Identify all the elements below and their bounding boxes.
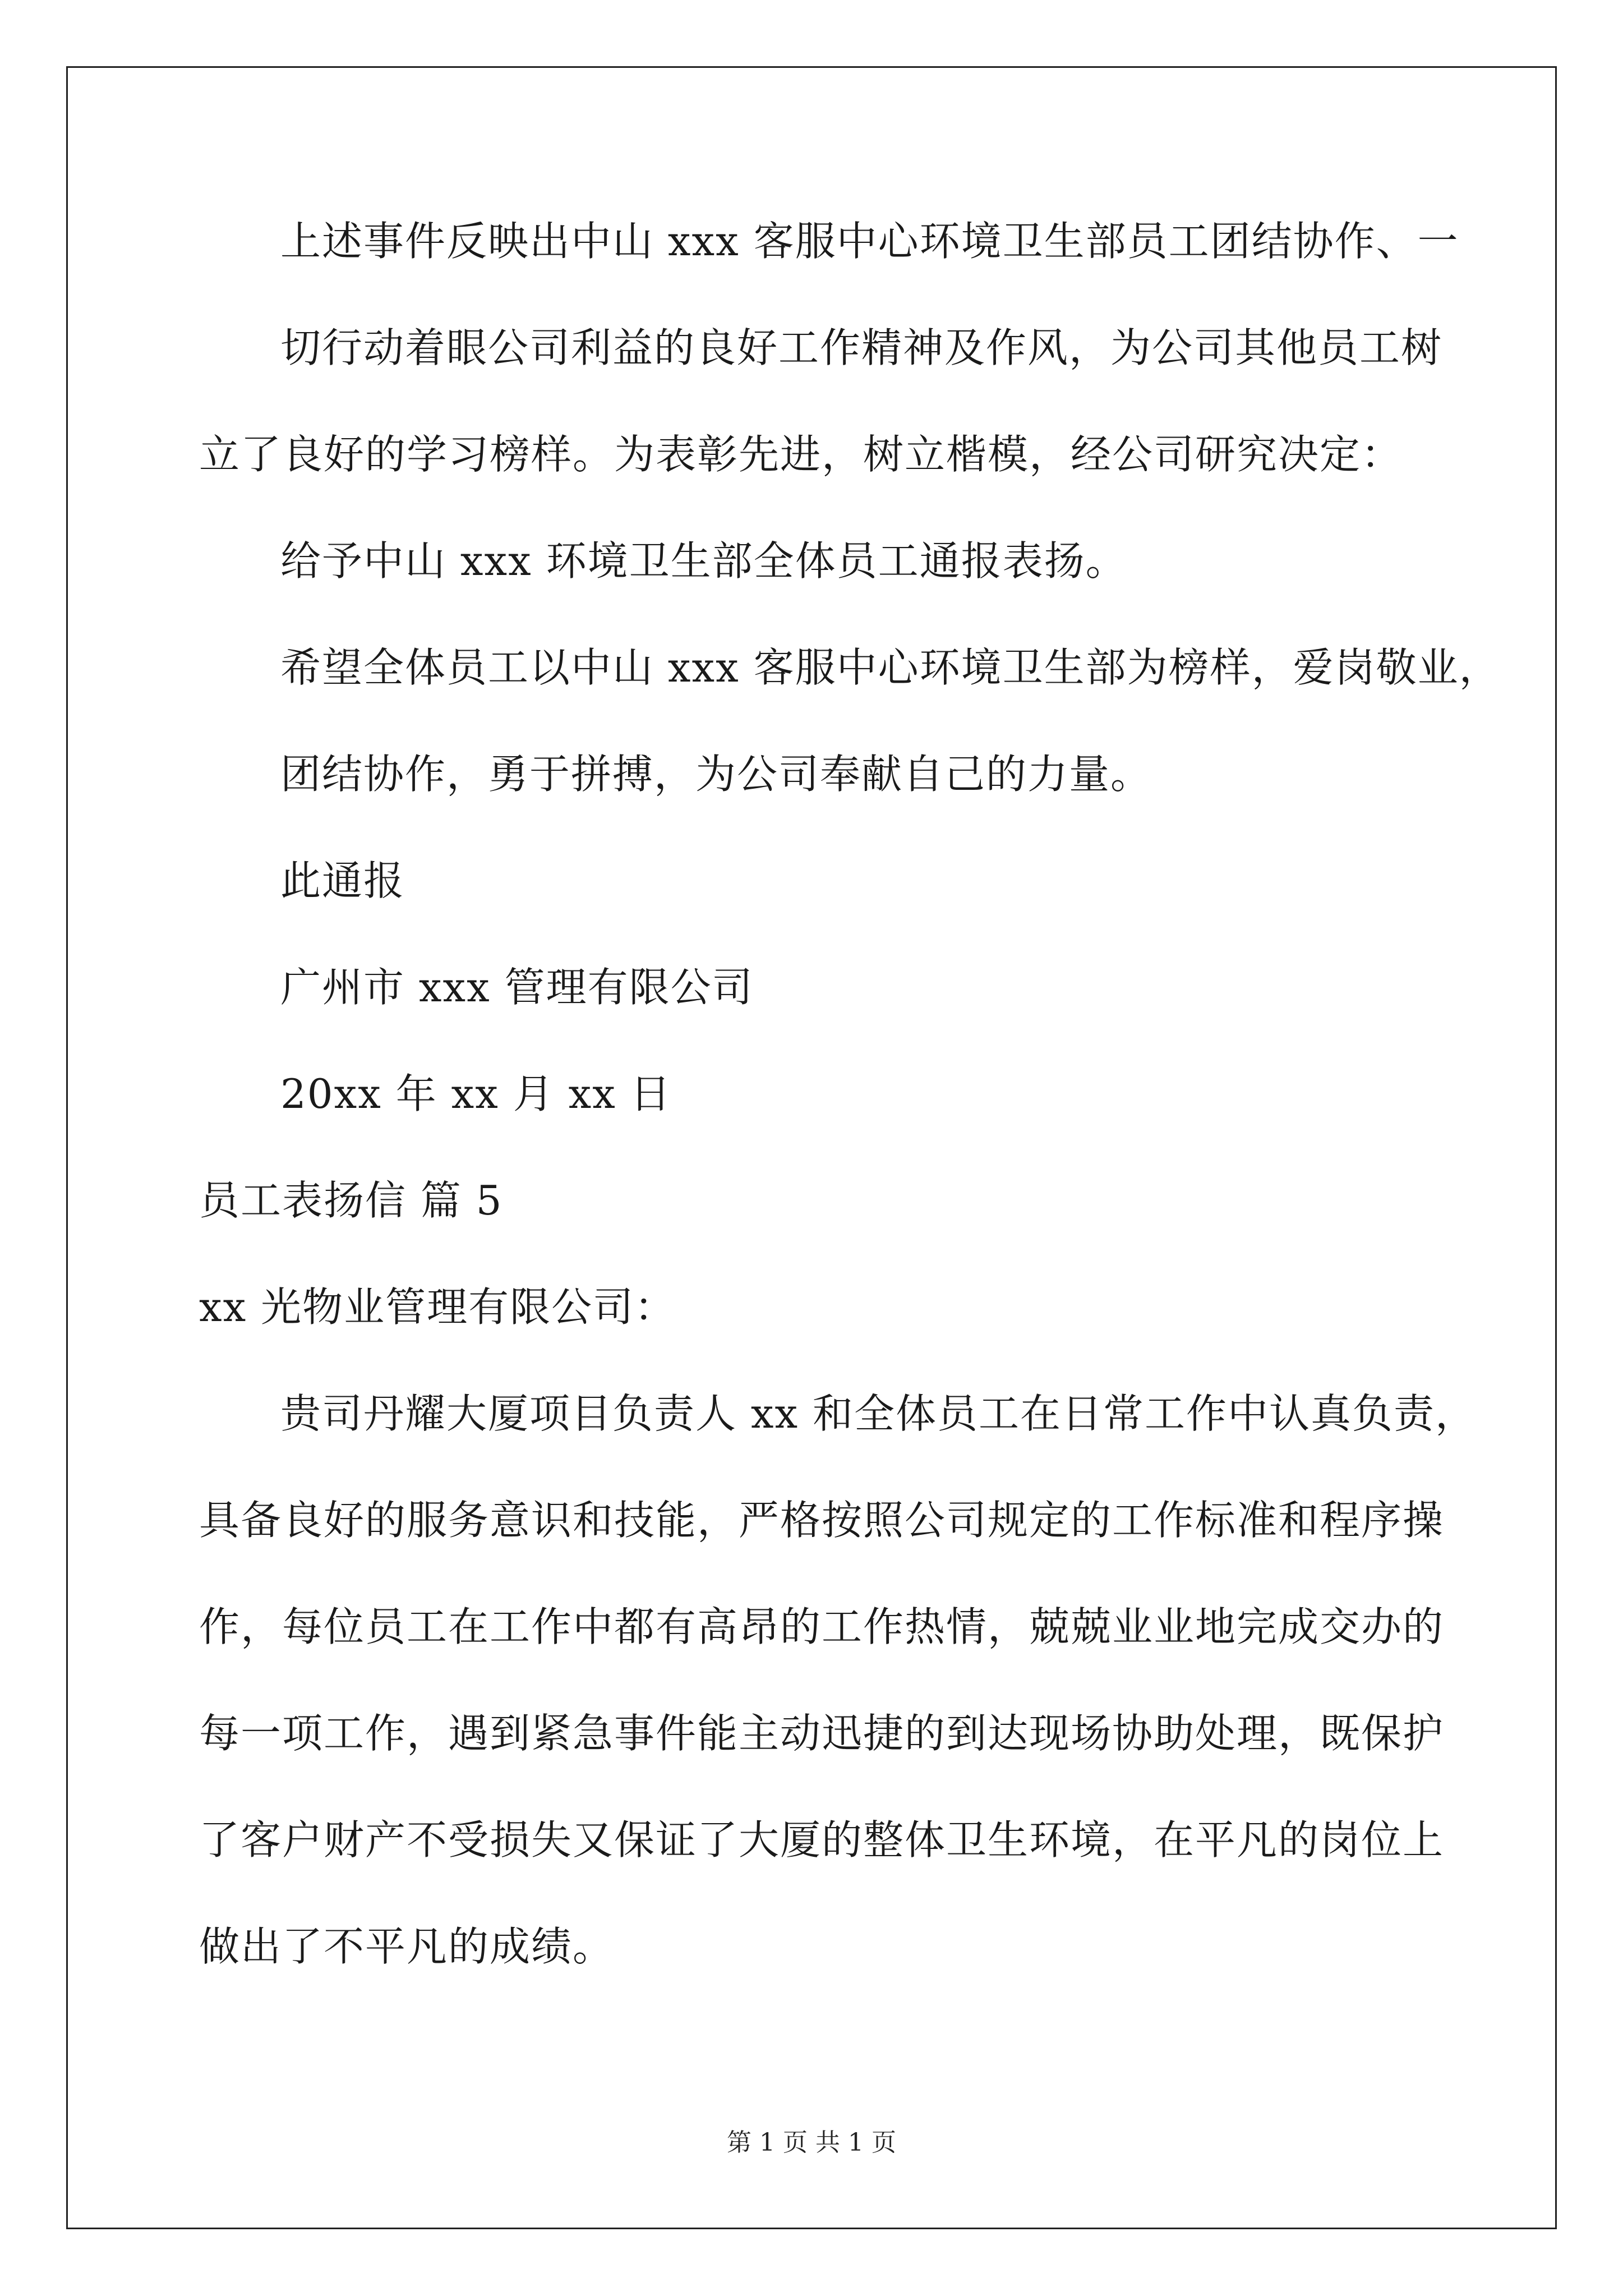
paragraph-line: 切行动着眼公司利益的良好工作精神及作风，为公司其他员工树 — [280, 324, 1443, 371]
closing-line: 此通报 — [280, 857, 405, 904]
signature-company: 广州市 xxx 管理有限公司 — [280, 964, 754, 1011]
paragraph-line: 做出了不平凡的成绩。 — [199, 1923, 615, 1970]
page-footer: 第 1 页 共 1 页 — [727, 2128, 896, 2157]
section-heading: 员工表扬信 篇 5 — [199, 1177, 503, 1224]
paragraph-line: 上述事件反映出中山 xxx 客服中心环境卫生部员工团结协作、一 — [280, 218, 1459, 265]
paragraph-line: 了客户财产不受损失又保证了大厦的整体卫生环境，在平凡的岗位上 — [199, 1816, 1445, 1864]
paragraph-line: 立了良好的学习榜样。为表彰先进，树立楷模，经公司研究决定： — [199, 431, 1403, 478]
page-border — [66, 66, 1557, 2229]
paragraph-line: 具备良好的服务意识和技能，严格按照公司规定的工作标准和程序操 — [199, 1497, 1445, 1544]
paragraph-line: 给予中山 xxx 环境卫生部全体员工通报表扬。 — [280, 537, 1127, 585]
letter-salutation: xx 光物业管理有限公司： — [199, 1283, 676, 1331]
paragraph-line: 每一项工作，遇到紧急事件能主动迅捷的到达现场协助处理，既保护 — [199, 1710, 1445, 1757]
paragraph-line: 希望全体员工以中山 xxx 客服中心环境卫生部为榜样，爱岗敬业， — [280, 644, 1501, 691]
signature-date: 20xx 年 xx 月 xx 日 — [280, 1070, 672, 1117]
paragraph-line: 贵司丹耀大厦项目负责人 xx 和全体员工在日常工作中认真负责， — [280, 1390, 1477, 1437]
paragraph-line: 团结协作，勇于拼搏，为公司奉献自己的力量。 — [280, 751, 1152, 798]
paragraph-line: 作，每位员工在工作中都有高昂的工作热情，兢兢业业地完成交办的 — [199, 1603, 1445, 1650]
